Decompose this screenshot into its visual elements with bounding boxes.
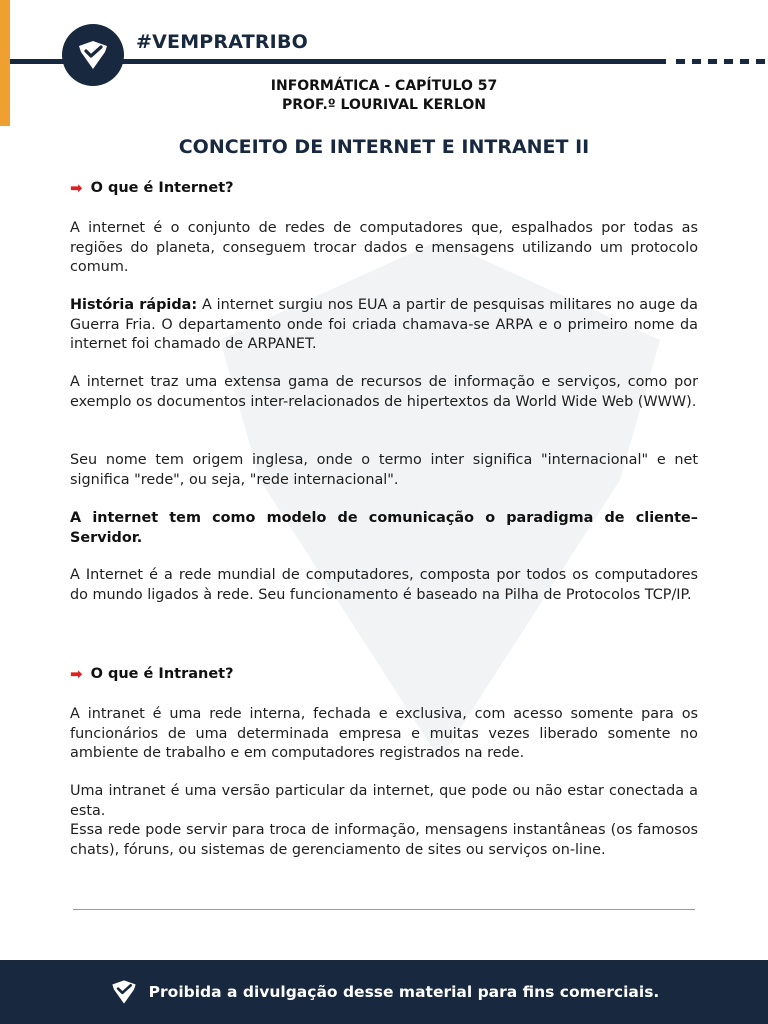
footer-notice: Proibida a divulgação desse material para fins comerciais. [148, 983, 660, 1001]
history-label: História rápida: [70, 297, 198, 313]
section-heading-label: O que é Intranet? [90, 666, 234, 682]
section-heading-internet [70, 179, 234, 197]
shield-check-icon [109, 977, 139, 1007]
internet-tcpip: A Internet é a rede mundial de computadores, composta por todos os computadores do mundo ligados à rede. Seu funcionamento é baseado na Pilha de Protocolos TCP/IP. [70, 567, 698, 603]
history-text: A internet surgiu nos EUA a partir de pesquisas militares no auge da Guerra Fria. O departamento onde foi criada chamava-se ARPA e o primeiro nome da internet foi chamado de ARPANET. [70, 297, 698, 352]
brand-hashtag: #VEMPRATRIBO [136, 31, 308, 53]
section-heading-label: O que é Internet? [90, 180, 234, 196]
internet-name-origin: Seu nome tem origem inglesa, onde o termo inter significa "internacional" e net significa "rede", ou seja, "rede internacional". [70, 452, 698, 488]
footer-bar [0, 960, 768, 1024]
course-chapter: INFORMÁTICA - CAPÍTULO 57 [270, 78, 498, 94]
content-divider [73, 909, 695, 910]
arrow-right-icon: ➡ [70, 665, 83, 683]
brand-logo [62, 24, 124, 86]
arrow-right-icon: ➡ [70, 179, 83, 197]
internet-definition: A internet é o conjunto de redes de computadores que, espalhados por todas as regiões do planeta, conseguem trocar dados e mensagens utilizando um protocolo comum. [70, 220, 698, 275]
page-title: CONCEITO DE INTERNET E INTRANET II [178, 136, 590, 158]
section-heading-intranet [70, 665, 234, 683]
internet-history [70, 296, 698, 355]
course-professor: PROF.º LOURIVAL KERLON [282, 97, 486, 113]
internet-client-server: A internet tem como modelo de comunicação o paradigma de cliente–Servidor. [70, 510, 698, 546]
intranet-uses: Essa rede pode servir para troca de informação, mensagens instantâneas (os famosos chats), fóruns, ou sistemas de gerenciamento de sites ou serviços on-line. [70, 822, 698, 858]
intranet-private-version: Uma intranet é uma versão particular da internet, que pode ou não estar conectada a esta. [70, 783, 698, 819]
shield-check-icon [75, 38, 111, 72]
header-dashes [676, 59, 768, 64]
intranet-definition: A intranet é uma rede interna, fechada e exclusiva, com acesso somente para os funcionários de uma determinada empresa e muitas vezes liberado somente no ambiente de trabalho e em computadores registrados na rede. [70, 706, 698, 761]
internet-resources: A internet traz uma extensa gama de recursos de informação e serviços, como por exemplo os documentos inter-relacionados de hipertextos da World Wide Web (WWW). [70, 374, 698, 410]
